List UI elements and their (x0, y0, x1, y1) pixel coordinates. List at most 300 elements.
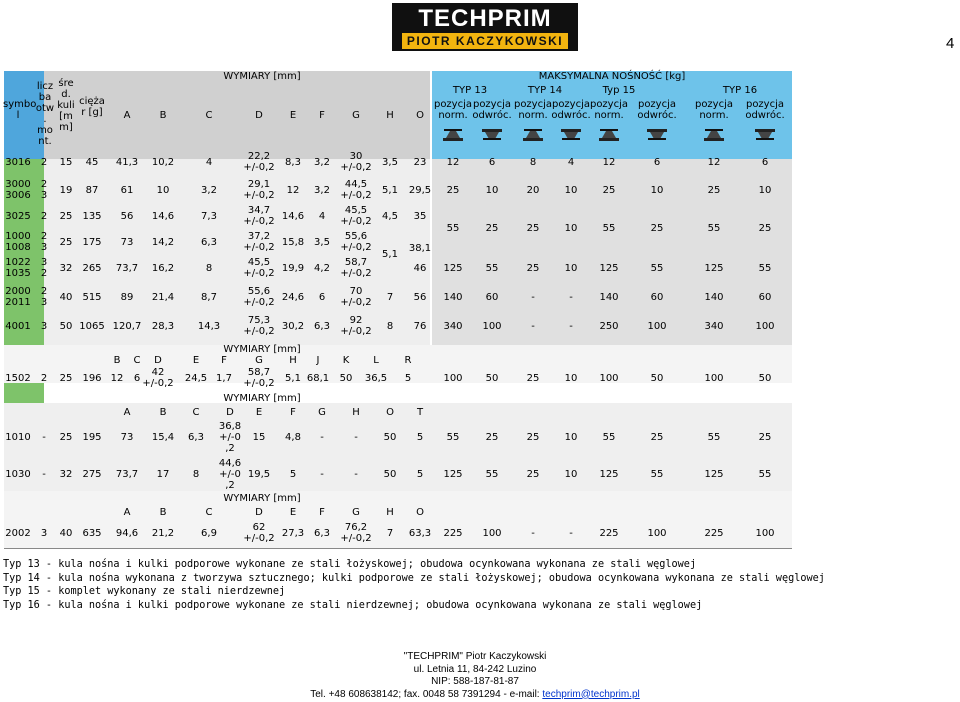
sec2002-capacity: 225 (443, 527, 463, 539)
sec1010-capacity: 125 (704, 468, 724, 480)
row-G: 30 +/-0,2 (340, 151, 372, 173)
row-A: 56 (120, 210, 134, 222)
row-G: 44,5 +/-0,2 (340, 179, 372, 201)
row-symbol: 1000 1008 (5, 231, 31, 253)
sec1010-capacity: 55 (650, 468, 664, 480)
sec1502-val: 5,1 (285, 372, 301, 384)
position-header-5: pozycja odwróc. (637, 99, 677, 121)
sec1502-capacity: 50 (650, 372, 664, 384)
sec1502-weight: 196 (82, 372, 102, 384)
sec1502-val: 24,5 (184, 372, 208, 384)
note-typ15: Typ 15 - komplet wykonany ze stali nierdzewnej (3, 586, 286, 597)
dim-letter-4: E (289, 109, 297, 121)
footer-contact-text: Tel. +48 608638142; fax. 0048 58 7391294 - e-mail: (310, 688, 543, 700)
sec1010-symbol: 1010 (5, 431, 31, 443)
row-F: 3,2 (314, 156, 330, 168)
normal-bearing-icon (442, 128, 464, 141)
sec1010-letter: D (226, 406, 234, 418)
sec1502-letter: D (154, 354, 162, 366)
footer-nip: NIP: 588-187-81-87 (431, 676, 519, 687)
sec1010-capacity: 10 (564, 468, 578, 480)
position-header-2: pozycja norm. (513, 99, 553, 121)
weight-header: cięża r [g] (79, 96, 105, 118)
row-B: 16,2 (151, 262, 175, 274)
sec1502-title: WYMIARY [mm] (223, 343, 301, 355)
capacity-cell: 250 (599, 320, 619, 332)
capacity-cell: 55 (650, 262, 664, 274)
row-C: 6,3 (201, 236, 217, 248)
row-H: 5,1 (382, 184, 398, 196)
sec1502-letter: R (404, 354, 412, 366)
sec1010-val: 5 (289, 468, 297, 480)
sec1502-capacity: 25 (526, 372, 540, 384)
sec1010-letter: E (255, 406, 263, 418)
row-D: 45,5 +/-0,2 (243, 257, 275, 279)
footer-company: "TECHPRIM" Piotr Kaczykowski (403, 651, 547, 662)
sec1010-capacity: 25 (758, 431, 772, 443)
row-w: 515 (82, 291, 102, 303)
capacity-cell: 6 (761, 156, 769, 168)
sec1010-val: 5 (416, 431, 424, 443)
row-C: 8,7 (201, 291, 217, 303)
capacity-cell: 25 (758, 222, 772, 234)
capacity-cell: 55 (485, 262, 499, 274)
sec1010-capacity: 125 (599, 468, 619, 480)
capacity-cell: 100 (647, 320, 667, 332)
table-bottom-rule (4, 548, 792, 549)
position-header-7: pozycja odwróc. (745, 99, 785, 121)
sec1502-val: 68,1 (306, 372, 330, 384)
page-number: 4 (946, 35, 955, 52)
sec1502-val: 5 (404, 372, 412, 384)
sec1010-letter: O (386, 406, 394, 418)
capacity-cell: 125 (443, 262, 463, 274)
row-D: 75,3 +/-0,2 (243, 315, 275, 337)
sec1010-val: - (354, 468, 358, 480)
sec1010-ball: 25 (59, 431, 73, 443)
capacity-cell: - (569, 320, 573, 332)
capacity-cell: 55 (758, 262, 772, 274)
sec1502-val: 36,5 (364, 372, 388, 384)
sec1010-weight: 275 (82, 468, 102, 480)
sec2002-val: 76,2 +/-0,2 (340, 522, 372, 544)
row-O: 38,1 (408, 242, 432, 254)
sec1010-letter: A (123, 406, 131, 418)
row-H: 4,5 (382, 210, 398, 222)
sec1502-letter: E (192, 354, 200, 366)
sec1010-capacity: 25 (526, 431, 540, 443)
sec1502-letter: F (221, 354, 227, 366)
capacity-cell: 25 (650, 222, 664, 234)
row-holes: 3 2 (40, 257, 48, 279)
row-E: 8,3 (285, 156, 301, 168)
sec2002-val: 6,9 (201, 527, 217, 539)
sec1010-val: 15,4 (151, 431, 175, 443)
sec1502-letter: G (255, 354, 263, 366)
sec2002-val: 94,6 (115, 527, 139, 539)
row-F: 6 (318, 291, 326, 303)
capacity-cell: 55 (446, 222, 460, 234)
sec1502-capacity: 100 (704, 372, 724, 384)
sec1010-weight: 195 (82, 431, 102, 443)
inverted-bearing-icon (560, 128, 582, 141)
row-B: 10 (156, 184, 170, 196)
normal-bearing-icon (522, 128, 544, 141)
note-typ13: Typ 13 - kula nośna i kulki podporowe wykonane ze stali łożyskowej; obudowa ocynkowana wykonana ze stali węglowej (3, 559, 697, 570)
sec2002-capacity: - (531, 527, 535, 539)
row-H: 3,5 (382, 156, 398, 168)
sec1010-val: 15 (252, 431, 266, 443)
row-C: 7,3 (201, 210, 217, 222)
row-holes: 2 3 (40, 179, 48, 201)
sec1502-letter: J (316, 354, 320, 366)
sec1010-title: WYMIARY [mm] (223, 392, 301, 404)
row-H: 7 (386, 291, 394, 303)
sec1502-capacity: 10 (564, 372, 578, 384)
sec1010-val: 44,6 +/-0 ,2 (218, 457, 242, 491)
normal-bearing-icon (598, 128, 620, 141)
capacity-cell: 10 (564, 262, 578, 274)
note-typ14: Typ 14 - kula nośna wykonana z tworzywa sztucznego; kulki podporowe ze stali łożyskowej; obudowa ocynkowana wykonana ze stali węglowej (3, 572, 825, 584)
sec1502-capacity: 100 (599, 372, 619, 384)
capacity-cell: 125 (599, 262, 619, 274)
sec1010-val: 4,8 (285, 431, 301, 443)
sec2002-capacity: 100 (482, 527, 502, 539)
sec1502-letter: B (113, 354, 121, 366)
capacity-cell: 25 (526, 262, 540, 274)
capacity-cell: - (569, 291, 573, 303)
row-H: 5,1 (382, 248, 398, 260)
symbol-header: symbo l (3, 99, 37, 121)
row-F: 3,5 (314, 236, 330, 248)
position-header-3: pozycja odwróc. (551, 99, 591, 121)
row-w: 1065 (79, 320, 105, 332)
sec1010-symbol: 1030 (5, 468, 31, 480)
capacity-cell: 12 (446, 156, 460, 168)
capacity-cell: 4 (567, 156, 575, 168)
sec2002-capacity: 100 (647, 527, 667, 539)
sec1010-letter: G (318, 406, 326, 418)
sec2002-title: WYMIARY [mm] (223, 492, 301, 504)
row-E: 30,2 (281, 320, 305, 332)
dim-letter-7: H (386, 109, 394, 121)
row-symbol: 3000 3006 (5, 179, 31, 201)
sec1010-ball: 32 (59, 468, 73, 480)
capacity-cell: 25 (485, 222, 499, 234)
row-symbol: 1022 1035 (5, 257, 31, 279)
sec2002-letter: H (386, 506, 394, 518)
type-header-0: TYP 13 (452, 84, 488, 96)
row-symbol: 3025 (5, 210, 31, 222)
sec1010-capacity: 55 (602, 431, 616, 443)
sec1502-val: 6 (133, 372, 141, 384)
company-footer (270, 651, 680, 701)
dim-letter-2: C (205, 109, 213, 121)
capacity-cell: 20 (526, 184, 540, 196)
sec1010-val: 50 (383, 468, 397, 480)
capacity-cell: - (531, 291, 535, 303)
row-H: 8 (386, 320, 394, 332)
sec1010-capacity: 55 (485, 468, 499, 480)
sec1010-val: 50 (383, 431, 397, 443)
row-A: 73,7 (115, 262, 139, 274)
row-A: 89 (120, 291, 134, 303)
row-w: 87 (85, 184, 99, 196)
row-holes: 2 (40, 210, 48, 222)
row-d: 32 (59, 262, 73, 274)
row-w: 265 (82, 262, 102, 274)
sec1010-val: - (320, 468, 324, 480)
sec1010-val: 5 (416, 468, 424, 480)
sec2002-capacity: 225 (599, 527, 619, 539)
sec1502-val: 42 +/-0,2 (142, 367, 174, 389)
capacity-cell: 340 (443, 320, 463, 332)
sec1010-capacity: 25 (485, 431, 499, 443)
row-O: 46 (413, 262, 427, 274)
row-symbol: 2000 2011 (5, 286, 31, 308)
sec2002-val: 63,3 (408, 527, 432, 539)
sec1502-letter: L (373, 354, 379, 366)
row-G: 45,5 +/-0,2 (340, 205, 372, 227)
row-O: 56 (413, 291, 427, 303)
sec2002-letter: B (159, 506, 167, 518)
sec1502-val: 1,7 (216, 372, 232, 384)
logo-bar (402, 33, 568, 49)
sec1010-letter: C (192, 406, 200, 418)
inverted-bearing-icon (481, 128, 503, 141)
capacity-cell: 25 (602, 184, 616, 196)
sec2002-letter: F (319, 506, 325, 518)
row-d: 25 (59, 210, 73, 222)
row-D: 34,7 +/-0,2 (243, 205, 275, 227)
row-w: 45 (85, 156, 99, 168)
row-d: 50 (59, 320, 73, 332)
sec2002-symbol: 2002 (5, 527, 31, 539)
capacity-header-title: MAKSYMALNA NOŚNOŚĆ [kg] (538, 70, 686, 82)
sec1010-val: 8 (192, 468, 200, 480)
capacity-cell: 140 (599, 291, 619, 303)
sec1502-letter: H (289, 354, 297, 366)
row-O: 35 (413, 210, 427, 222)
capacity-cell: 6 (488, 156, 496, 168)
row-D: 37,2 +/-0,2 (243, 231, 275, 253)
row-A: 41,3 (115, 156, 139, 168)
techprim-logo (392, 3, 578, 51)
row-B: 14,6 (151, 210, 175, 222)
sec2002-capacity: - (569, 527, 573, 539)
footer-address: ul. Letnia 11, 84-242 Luzino (413, 663, 537, 675)
capacity-cell: 10 (650, 184, 664, 196)
normal-bearing-icon (703, 128, 725, 141)
row-C: 3,2 (201, 184, 217, 196)
capacity-cell: 12 (602, 156, 616, 168)
row-B: 14,2 (151, 236, 175, 248)
capacity-cell: 60 (485, 291, 499, 303)
sec1010-capacity: 55 (707, 431, 721, 443)
sec2002-letter: D (255, 506, 263, 518)
row-G: 58,7 +/-0,2 (340, 257, 372, 279)
capacity-cell: 25 (526, 222, 540, 234)
row-holes: 2 3 (40, 231, 48, 253)
sec1010-capacity: 125 (443, 468, 463, 480)
sec1010-capacity: 55 (446, 431, 460, 443)
capacity-cell: 100 (755, 320, 775, 332)
row-C: 14,3 (197, 320, 221, 332)
sec2002-letter: E (289, 506, 297, 518)
row-G: 92 +/-0,2 (340, 315, 372, 337)
email-link[interactable]: techprim@techprim.pl (542, 688, 640, 700)
sec1010-letter: T (416, 406, 424, 418)
sec1502-ball: 25 (59, 372, 73, 384)
sec2002-letter: G (352, 506, 360, 518)
dim-letter-1: B (159, 109, 167, 121)
sec1010-letter: B (159, 406, 167, 418)
sec1010-val: 19,5 (247, 468, 271, 480)
dims-header-title: WYMIARY [mm] (223, 70, 301, 82)
row-holes: 2 (40, 156, 48, 168)
row-A: 73 (120, 236, 134, 248)
sec1502-letter: C (133, 354, 141, 366)
capacity-cell: 60 (758, 291, 772, 303)
type-notes (3, 558, 825, 612)
sec2002-capacity: 100 (755, 527, 775, 539)
row-holes: 3 (40, 320, 48, 332)
row-G: 70 +/-0,2 (340, 286, 372, 308)
sec1010-capacity: 55 (758, 468, 772, 480)
row-E: 19,9 (281, 262, 305, 274)
row-G: 55,6 +/-0,2 (340, 231, 372, 253)
row-A: 61 (120, 184, 134, 196)
sec2002-val: 62 +/-0,2 (243, 522, 275, 544)
logo-brand: TECHPRIM (418, 5, 552, 32)
capacity-cell: 140 (704, 291, 724, 303)
sec1502-holes: 2 (40, 372, 48, 384)
sec2002-holes: 3 (40, 527, 48, 539)
row-B: 21,4 (151, 291, 175, 303)
sec1502-capacity: 50 (758, 372, 772, 384)
holes-header: licz ba otw . mo nt. (35, 80, 55, 147)
row-F: 4,2 (314, 262, 330, 274)
sec2002-val: 7 (386, 527, 394, 539)
sec1010-letter: H (352, 406, 360, 418)
sec1010-val: 73 (120, 431, 134, 443)
sec1010-capacity: 25 (650, 431, 664, 443)
row-symbol: 4001 (5, 320, 31, 332)
sec1010-capacity: 25 (526, 468, 540, 480)
capacity-cell: 140 (443, 291, 463, 303)
sec1502-capacity: 100 (443, 372, 463, 384)
capacity-cell: 10 (758, 184, 772, 196)
capacity-cell: 6 (653, 156, 661, 168)
row-F: 4 (318, 210, 326, 222)
capacity-cell: 10 (485, 184, 499, 196)
sec2002-val: 21,2 (151, 527, 175, 539)
logo-owner: PIOTR KACZYKOWSKI (406, 34, 564, 48)
capacity-cell: 25 (446, 184, 460, 196)
capacity-cell: 125 (704, 262, 724, 274)
row-d: 40 (59, 291, 73, 303)
capacity-cell: 25 (707, 184, 721, 196)
row-B: 28,3 (151, 320, 175, 332)
row-A: 120,7 (112, 320, 142, 332)
capacity-cell: 60 (650, 291, 664, 303)
ball-dia-header: śre d. kuli [m m] (57, 77, 75, 133)
row-O: 23 (413, 156, 427, 168)
capacity-cell: 100 (482, 320, 502, 332)
capacity-cell: 10 (564, 222, 578, 234)
capacity-cell: 55 (602, 222, 616, 234)
sec2002-weight: 635 (82, 527, 102, 539)
sec1502-symbol: 1502 (5, 372, 31, 384)
inverted-bearing-icon (646, 128, 668, 141)
dim-letter-5: F (319, 109, 325, 121)
row-B: 10,2 (151, 156, 175, 168)
type-header-1: TYP 14 (527, 84, 563, 96)
footer-contact (270, 689, 680, 702)
position-header-1: pozycja odwróc. (472, 99, 512, 121)
dim-letter-6: G (352, 109, 360, 121)
sec1502-val: 50 (339, 372, 353, 384)
sec1010-capacity: 10 (564, 431, 578, 443)
inverted-bearing-icon (754, 128, 776, 141)
sec1010-val: 6,3 (188, 431, 204, 443)
row-D: 29,1 +/-0,2 (243, 179, 275, 201)
sec2002-bg (4, 491, 792, 548)
sec2002-ball: 40 (59, 527, 73, 539)
sec2002-capacity: 225 (704, 527, 724, 539)
sec1010-val: 36,8 +/-0 ,2 (218, 420, 242, 454)
sec1010-holes: - (42, 468, 46, 480)
row-O: 29,5 (408, 184, 432, 196)
sec1010-val: 17 (156, 468, 170, 480)
row-d: 25 (59, 236, 73, 248)
sec1010-val: - (320, 431, 324, 443)
type-header-2: Typ 15 (602, 84, 636, 96)
sec1502-capacity: 50 (485, 372, 499, 384)
sec2002-val: 6,3 (314, 527, 330, 539)
dim-letter-8: O (416, 109, 424, 121)
row-w: 175 (82, 236, 102, 248)
sec1502-letter: K (342, 354, 350, 366)
row-D: 22,2 +/-0,2 (243, 151, 275, 173)
sec2002-letter: O (416, 506, 424, 518)
sec1010-val: - (354, 431, 358, 443)
sec1010-holes: - (42, 431, 46, 443)
sec2002-letter: C (205, 506, 213, 518)
sec2002-letter: A (123, 506, 131, 518)
sec1502-val: 58,7 +/-0,2 (243, 367, 275, 389)
type-header-3: TYP 16 (722, 84, 758, 96)
sec1010-letter: F (290, 406, 296, 418)
row-d: 19 (59, 184, 73, 196)
row-d: 15 (59, 156, 73, 168)
row-C: 4 (205, 156, 213, 168)
row-F: 3,2 (314, 184, 330, 196)
position-header-6: pozycja norm. (694, 99, 734, 121)
sec1010-val: 73,7 (115, 468, 139, 480)
capacity-cell: 8 (529, 156, 537, 168)
capacity-cell: 55 (707, 222, 721, 234)
row-O: 76 (413, 320, 427, 332)
row-symbol: 3016 (5, 156, 31, 168)
capacity-cell: 340 (704, 320, 724, 332)
capacity-cell: - (531, 320, 535, 332)
note-typ16: Typ 16 - kula nośna i kulki podporowe wykonane ze stali nierdzewnej; obudowa ocynkowana wykonana ze stali węglowej (3, 599, 703, 611)
sec2002-val: 27,3 (281, 527, 305, 539)
row-E: 15,8 (281, 236, 305, 248)
row-E: 24,6 (281, 291, 305, 303)
position-header-0: pozycja norm. (433, 99, 473, 121)
